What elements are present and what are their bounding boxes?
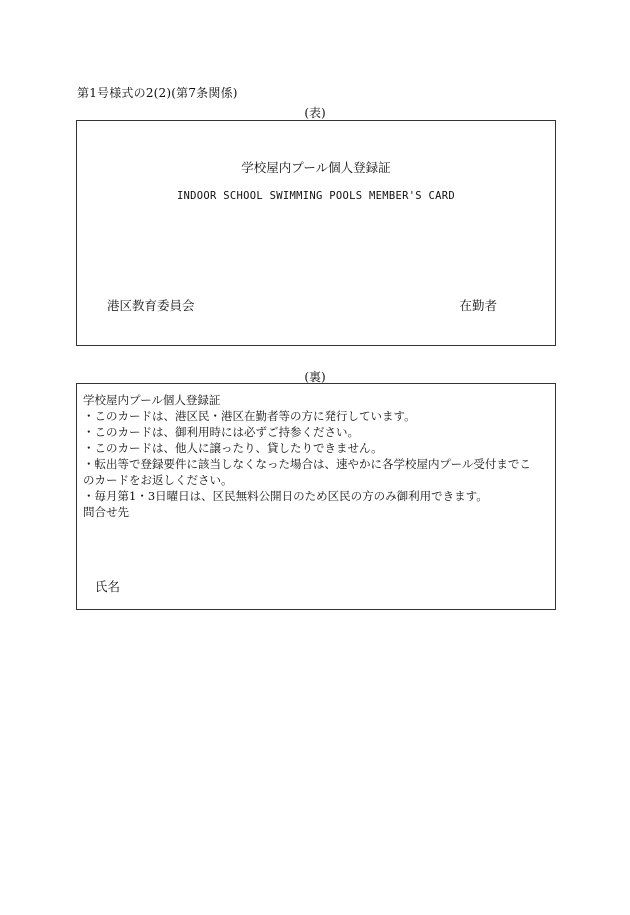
form-number: 第1号様式の2(2)(第7条関係): [77, 86, 238, 100]
note-line: ・このカードは、港区民・港区在勤者等の方に発行しています。: [83, 409, 416, 423]
back-side-label: (裏): [304, 370, 326, 384]
note-line: のカードをお返しください。: [83, 473, 233, 487]
member-status: 在勤者: [459, 298, 497, 313]
card-title-english: INDOOR SCHOOL SWIMMING POOLS MEMBER'S CARD: [176, 190, 456, 202]
issuer-name: 港区教育委員会: [107, 298, 195, 313]
card-back: [76, 383, 556, 610]
back-text-block: [83, 392, 549, 520]
contact-label: 問合せ先: [83, 505, 129, 519]
card-title-japanese: 学校屋内プール個人登録証: [241, 160, 391, 175]
note-line: ・このカードは、御利用時には必ずご持参ください。: [83, 425, 359, 439]
back-heading: 学校屋内プール個人登録証: [83, 393, 221, 407]
note-line: ・このカードは、他人に譲ったり、貸したりできません。: [83, 441, 383, 455]
front-side-label: (表): [304, 106, 326, 120]
card-front: [76, 120, 556, 346]
note-line: ・転出等で登録要件に該当しなくなった場合は、速やかに各学校屋内プール受付までこ: [83, 457, 531, 471]
note-line: ・毎月第1・3日曜日は、区民無料公開日のため区民の方のみ御利用できます。: [83, 489, 488, 503]
name-label: 氏名: [95, 579, 121, 594]
